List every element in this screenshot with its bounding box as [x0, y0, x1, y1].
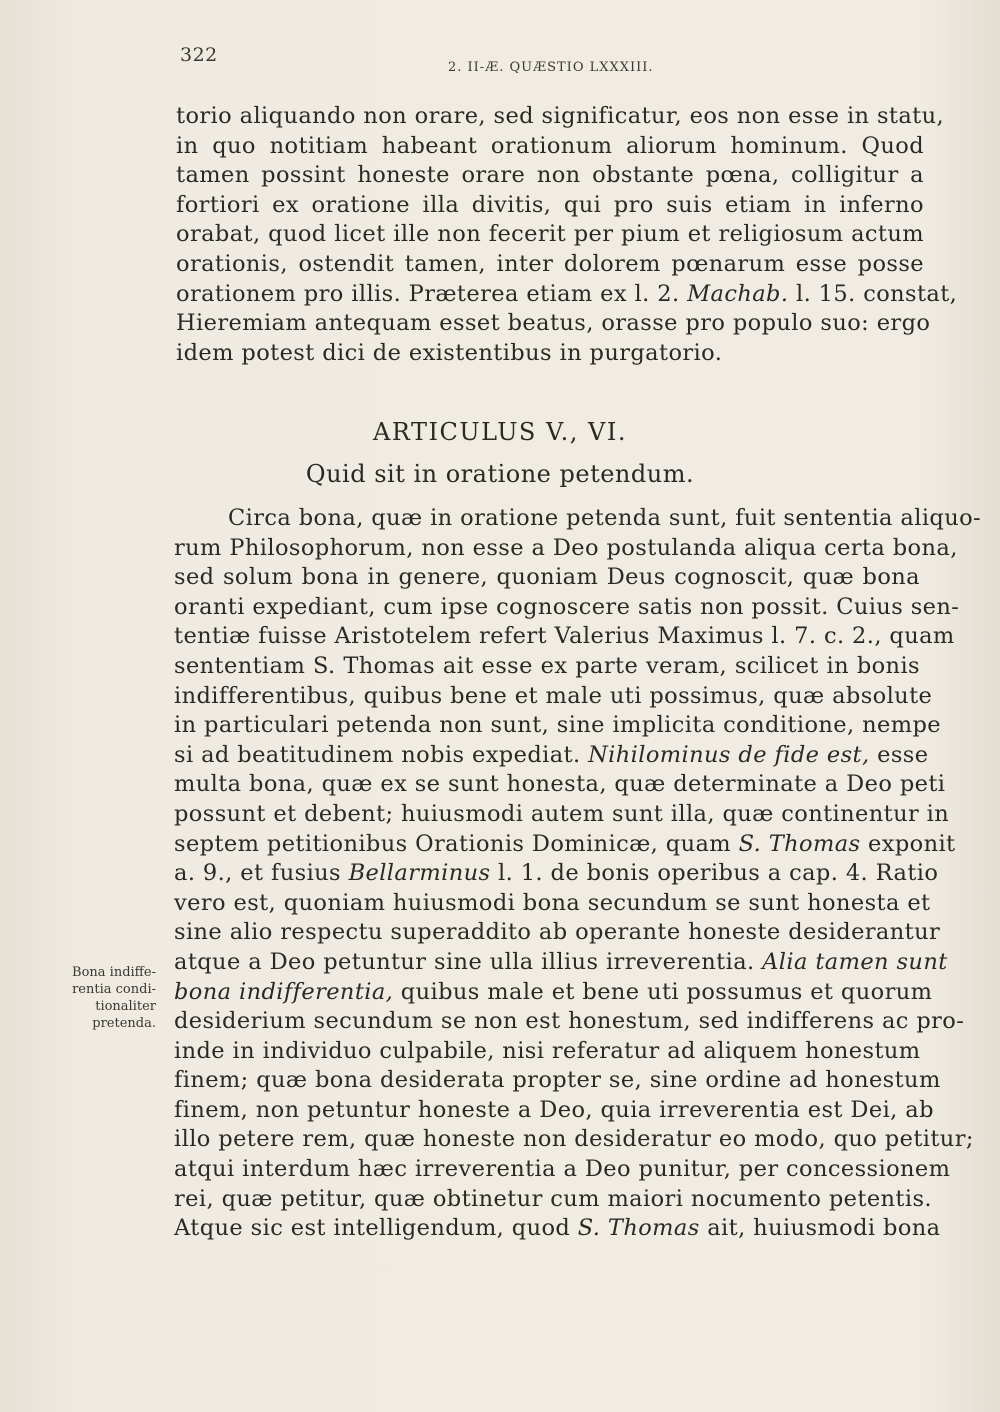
text-line: rum Philosophorum, non esse a Deo postulanda aliqua certa bona, — [174, 534, 958, 561]
text-line: sine alio respectu superaddito ab operante honeste desiderantur — [174, 919, 941, 946]
text-line: rei, quæ petitur, quæ obtinetur cum maiori nocumento petentis. — [174, 1185, 932, 1212]
text-run: l. 1. de bonis operibus a cap. 4. Ratio — [498, 860, 939, 887]
text-run: septem petitionibus Orationis Dominicæ, quam — [174, 830, 732, 857]
text-line: fortiori ex oratione illa divitis, qui pro suis etiam in inferno — [176, 191, 924, 218]
text-run: Atque sic est intelligendum, quod — [174, 1215, 571, 1242]
text-line: sententiam S. Thomas ait esse ex parte veram, scilicet in bonis — [174, 652, 920, 679]
italic-emphasis: bona indifferentia, — [174, 978, 394, 1005]
text-run: ait, huiusmodi bona — [707, 1215, 941, 1242]
text-line: in particulari petenda non sunt, sine implicita conditione, nempe — [174, 712, 941, 739]
italic-emphasis: Alia tamen sunt — [762, 948, 948, 975]
text-line: illo petere rem, quæ honeste non desideratur eo modo, quo petitur; — [174, 1126, 974, 1153]
page-number: 322 — [180, 44, 218, 66]
text-line: atqui interdum hæc irreverentia a Deo punitur, per concessionem — [174, 1156, 951, 1183]
text-line: idem potest dici de existentibus in purgatorio. — [176, 339, 723, 366]
text-line: orabat, quod licet ille non fecerit per pium et religiosum actum — [176, 221, 924, 248]
text-line: torio aliquando non orare, sed significatur, eos non esse in statu, — [176, 103, 945, 129]
text-line: possunt et debent; huiusmodi autem sunt illa, quæ continentur in — [174, 800, 950, 827]
article-body — [174, 504, 982, 1244]
text-line: tamen possint honeste orare non obstante pœna, colligitur a — [176, 162, 924, 189]
text-line: in quo notitiam habeant orationum aliorum hominum. Quod — [176, 132, 924, 159]
text-line: tentiæ fuisse Aristotelem refert Valerius Maximus l. 7. c. 2., quam — [174, 623, 955, 650]
text-run: atque a Deo petuntur sine ulla illius irreverentia. — [174, 948, 755, 975]
italic-name: Bellarminus — [348, 860, 491, 887]
text-line: inde in individuo culpabile, nisi referatur ad aliquem honestum — [174, 1037, 921, 1064]
text-line: oranti expediant, cum ipse cognoscere satis non possit. Cuius sen- — [174, 593, 960, 620]
text-line: multa bona, quæ ex se sunt honesta, quæ determinate a Deo peti — [174, 771, 946, 798]
text-line: sed solum bona in genere, quoniam Deus cognoscit, quæ bona — [174, 564, 920, 591]
italic-emphasis: Nihilominus de fide est, — [588, 741, 870, 768]
text-line: Hieremiam antequam esset beatus, orasse pro populo suo: ergo — [176, 310, 931, 337]
text-line — [174, 830, 956, 860]
text-line: finem, non petuntur honeste a Deo, quia irreverentia est Dei, ab — [174, 1096, 934, 1123]
text-line: Circa bona, quæ in oratione petenda sunt, fuit sententia aliquo- — [228, 505, 982, 531]
text-line: desiderium secundum se non est honestum, sed indifferens ac pro- — [174, 1008, 965, 1035]
text-line — [174, 741, 929, 771]
text-line — [174, 948, 948, 978]
text-run: quibus male et bene uti possumus et quorum — [400, 978, 933, 1005]
article-heading: ARTICULUS V., VI. — [373, 418, 627, 446]
italic-name: S. Thomas — [577, 1215, 700, 1242]
text-line — [174, 859, 939, 889]
text-line: vero est, quoniam huiusmodi bona secundum se sunt honesta et — [174, 889, 931, 916]
italic-reference: Machab. — [687, 280, 789, 307]
text-run: orationem pro illis. Præterea etiam ex l. 2. — [176, 280, 680, 307]
text-run: l. 15. constat, — [795, 280, 958, 307]
text-run: exponit — [868, 830, 956, 857]
text-line — [174, 1214, 941, 1244]
text-run: esse — [877, 741, 929, 768]
text-line — [176, 280, 958, 310]
italic-name: S. Thomas — [738, 830, 861, 857]
text-run: a. 9., et fusius — [174, 860, 341, 887]
margin-note: Bona indiffe-rentia condi-tionaliter pretenda. — [72, 965, 156, 1031]
paragraph-continuation — [176, 102, 958, 368]
text-line: indifferentibus, quibus bene et male uti possimus, quæ absolute — [174, 682, 933, 709]
article-subheading: Quid sit in oratione petendum. — [305, 460, 695, 488]
text-line: finem; quæ bona desiderata propter se, sine ordine ad honestum — [174, 1067, 941, 1094]
text-line — [174, 978, 933, 1008]
text-run: si ad beatitudinem nobis expediat. — [174, 741, 581, 768]
running-head: 2. II-Æ. QUÆSTIO LXXXIII. — [448, 60, 654, 75]
text-line: orationis, ostendit tamen, inter dolorem pœnarum esse posse — [176, 250, 924, 277]
